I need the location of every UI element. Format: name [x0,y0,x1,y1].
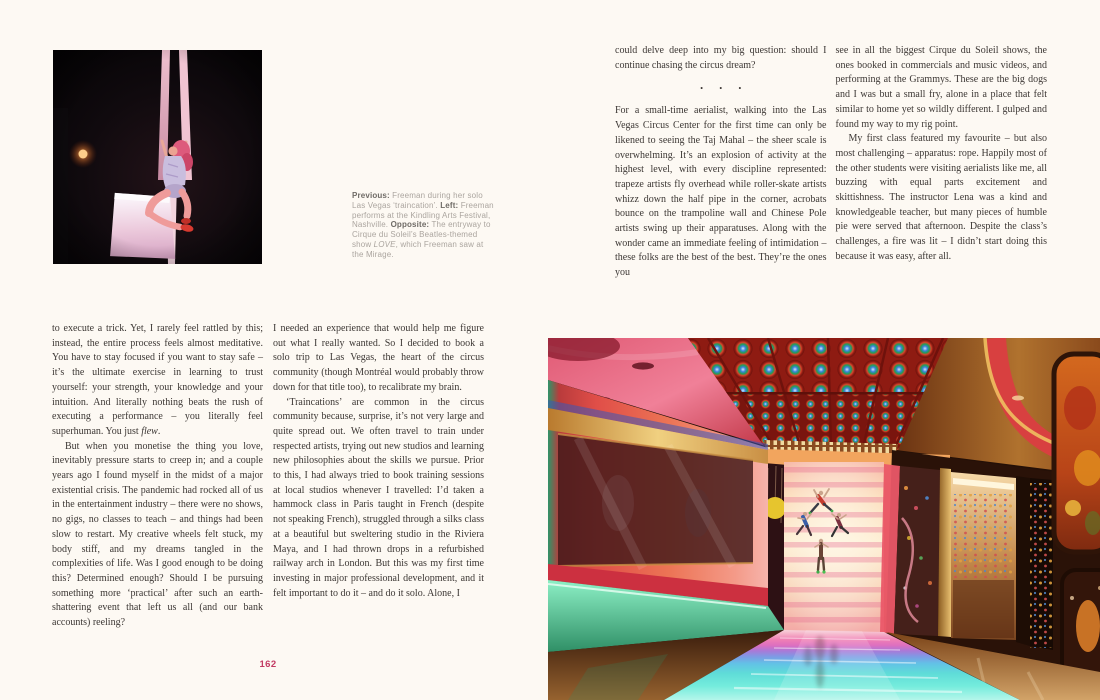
body-paragraph: could delve deep into my big question: should I continue chasing the circus dream? [615,45,827,71]
left-page-column-1 [52,322,263,631]
right-page-body [615,44,1047,281]
caption-opposite-label: Opposite: [390,220,430,230]
caption-opposite-text: The entryway to Cirque du Soleil’s Beatles-themed show [352,220,491,249]
caption-left-text: Freeman performs at the Kindling Arts Festival, Nashville. [352,200,494,230]
caption-show-title: LOVE [373,239,396,249]
caption-left-label: Left: [440,200,459,210]
folio-page-number: 162 [259,659,277,670]
love-corridor-photo [548,338,1100,700]
caption-opposite-text-end: , which Freeman saw at the Mirage. [352,239,484,259]
body-paragraph: For a small-time aerialist, walking into the Las Vegas Circus Center for the first time can only be likened to seeing the Taj Mahal – the sheer scale is overwhelming. It’s an explosion of activity at the highest level, with every discipline represented: trapeze artists fly overhead while roller-skate artists whizz down the half pipe in the corner, acrobats bounce on the trampoline wall and Chinese Pole artists swing up their apparatuses. Along with the wonder came an immediate feeling of intimidation – these folks are the best of the best. They’re the ones you [615,105,827,279]
caption-previous-label: Previous: [352,191,390,200]
left-page-column-2 [273,322,484,631]
body-paragraph: ‘Traincations’ are common in the circus community because, surprise, it’s not very large and quite spread out. We often travel to train under respected artists, trying out new studios and learning new philosophies about the skills we pursue. Prior to this, I had always tried to book training sessions at local studios whenever I travelled: I’d taken a hammock class in Paris taught in French (despite not speaking French), struggled through a silks class at a beautiful but sweltering studio in the Riviera Maya, and I had thrown drops in a refurbished railway arch in London. But this was my first time investing in major professional development, and it felt important to do it – and do it solo. Alone, I [273,396,484,599]
aerialist-photo [53,50,262,264]
body-paragraph: see in all the biggest Cirque du Soleil shows, the ones booked in commercials and music videos, and performing at the Grammys. These are the big dogs and I was but a small fry, alone in a place that felt similar to home yet so wildly different. I gulped and found my way to my rig point. [835,45,1047,130]
photo-caption [352,191,494,260]
body-paragraph: to execute a trick. Yet, I rarely feel rattled by this; instead, the entire process feels almost meditative. You have to stay focused if you want to stay safe – it’s the ultimate exercise in learning to trust yourself: your strength, your knowledge and your intuition. And literally nothing beats the rush of executing a performance – you literally feel superhuman. You just flew. [52,323,263,437]
body-paragraph: My first class featured my favourite – but also most challenging – apparatus: rope. Happily most of the other students were visiting aerialists like me, all buzzing with equal parts excitement and skittishness. The instructor Lena was a kind and knowledgeable teacher, but many pieces of humble pie were served that afternoon. Despite the class’s challenges, a fire was lit – I didn’t start doing this because it was easy, after all. [835,133,1047,262]
right-page-column-2 [836,44,1048,281]
left-page-body [52,322,484,631]
right-page-column-1 [615,44,827,281]
body-paragraph: But when you monetise the thing you love, inevitably pressure starts to creep in; and a couple years ago I found myself in the midst of a major existential crisis. The pandemic had rocked all of us in the entertainment industry – there were no shows, no gigs, no classes to teach – and things had been slow to restart. My creative wheels felt stuck, my body stiff, and my dreams tangled in the complexities of life. Was I good enough to be doing this? Determined enough? Should I be pursuing something more ‘practical’ after such an earth-shattering event that left us all (and our bank accounts) reeling? [52,440,263,629]
body-paragraph: I needed an experience that would help me figure out what I really wanted. So I decided to book a solo trip to Las Vegas, the heart of the circus community (though Montréal would probably throw down for that title too), to recalibrate my brain. [273,323,484,393]
section-separator-dots: • • • [700,83,749,94]
caption-previous-text: Freeman during her solo Las Vegas ‘traincation’. [352,191,483,210]
